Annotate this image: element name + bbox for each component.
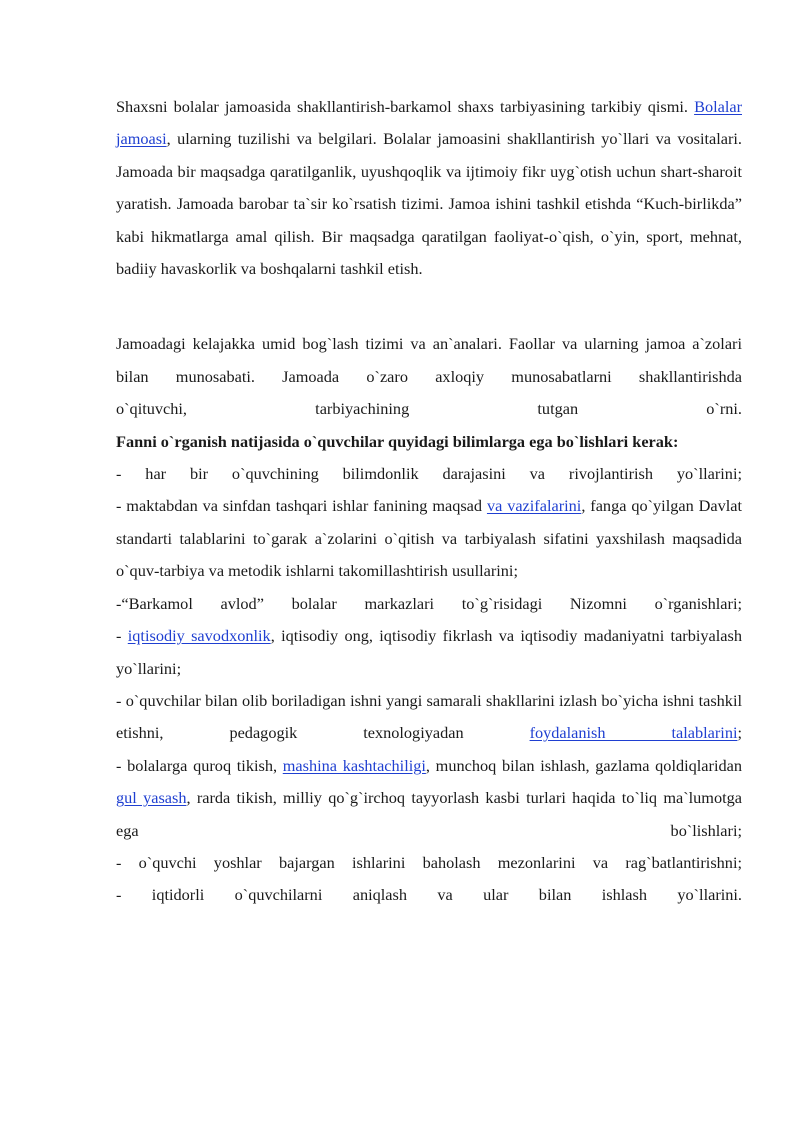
requirements-heading: Fanni o`rganish natijasida o`quvchilar quyidagi bilimlarga ega bo`lishlari kerak: [116,431,679,451]
bullet-5-text-pre: - o`quvchilar bilan olib boriladigan ishni yangi samarali shakllarini izlash bo`yicha ishni tashkil etishni, pedagogik texnologiyadan [116,690,742,743]
bullet-6-text-mid: , munchoq bilan ishlash, gazlama qoldiqlaridan [425,755,742,775]
section-text-1: Jamoadagi kelajakka umid bog`lash tizimi va an`analari. Faollar va ularning jamoa a`zolari bilan munosabati. Jamoada o`zaro axloqiy munosabatlarni shakllantirishda [116,334,742,386]
bullet-1: - har bir o`quvchining bilimdonlik darajasini va rivojlantirish yo`llarini; [116,464,742,484]
link-iqtisodiy-savodxonlik[interactable]: iqtisodiy savodxonlik [127,626,271,646]
bullet-6 [116,750,742,847]
intro-text-1: Shaxsni bolalar jamoasida shakllantirish-barkamol shaxs tarbiyasining tarkibiy qismi. [116,97,695,116]
link-mashina-kashtachiligi[interactable]: mashina kashtachiligi [282,755,426,775]
bullet-6-text-post: , rarda tikish, milliy qo`g`irchoq tayyorlash kasbi turlari haqida to`liq ma`lumotga ega bo`lishlari; [116,788,742,840]
link-gul-yasash[interactable]: gul yasash [116,788,187,808]
link-va-vazifalarini[interactable]: va vazifalarini [486,496,582,516]
bullet-7: - o`quvchi yoshlar bajargan ishlarini baholash mezonlarini va rag`batlantirishni; [116,852,742,872]
bullet-4-text-pre: - [116,626,128,646]
intro-paragraph [116,91,742,285]
link-foydalanish-talablarini[interactable]: foydalanish talablarini [529,723,738,743]
bullet-2-text-pre: - maktabdan va sinfdan tashqari ishlar fanining maqsad [116,496,487,516]
bullet-5 [116,685,742,750]
bullet-8: - iqtidorli o`quvchilarni aniqlash va ular bilan ishlash yo`llarini. [116,885,742,905]
intro-text-2: , ularning tuzilishi va belgilari. Bolalar jamoasini shakllantirish yo`llari va vositalari. Jamoada bir maqsadga qaratilganlik, uyushqoqlik va ijtimoiy fikr uyg`otish uchun shart-sharoit yaratish. Jamoada barobar ta`sir ko`rsatish tizimi. Jamoa ishini tashkil etishda “Kuch-birlikda” kabi hikmatlarga amal qilish. Bir maqsadga qaratilgan faoliyat-o`qish, o`yin, sport, mehnat, badiiy havaskorlik va boshqalarni tashkil etish. [116,129,742,279]
bullet-6-text-pre: - bolalarga quroq tikish, [116,755,283,775]
link-bolalar-jamoasi[interactable]: Bolalar jamoasi [116,97,742,149]
section-text-2: o`qituvchi, tarbiyachining tutgan o`rni. [116,399,742,419]
bullet-3: -“Barkamol avlod” bolalar markazlari to`g`risidagi Nizomni o`rganishlari; [116,593,742,613]
bullet-4 [116,620,742,685]
bullet-2 [116,490,742,587]
bullet-4-text-post: , iqtisodiy ong, iqtisodiy fikrlash va iqtisodiy madaniyatni tarbiyalash yo`llarini; [116,626,742,678]
bullet-5-text-post: ; [737,723,743,743]
second-section [116,328,742,911]
document-page [116,91,742,912]
bullet-2-text-post: , fanga qo`yilgan Davlat standarti talablarini to`garak a`zolarini o`qitish va tarbiyalash sifatini yaxshilash maqsadida o`quv-tarbiya va metodik ishlarni takomillashtirish usullarini; [116,496,743,581]
